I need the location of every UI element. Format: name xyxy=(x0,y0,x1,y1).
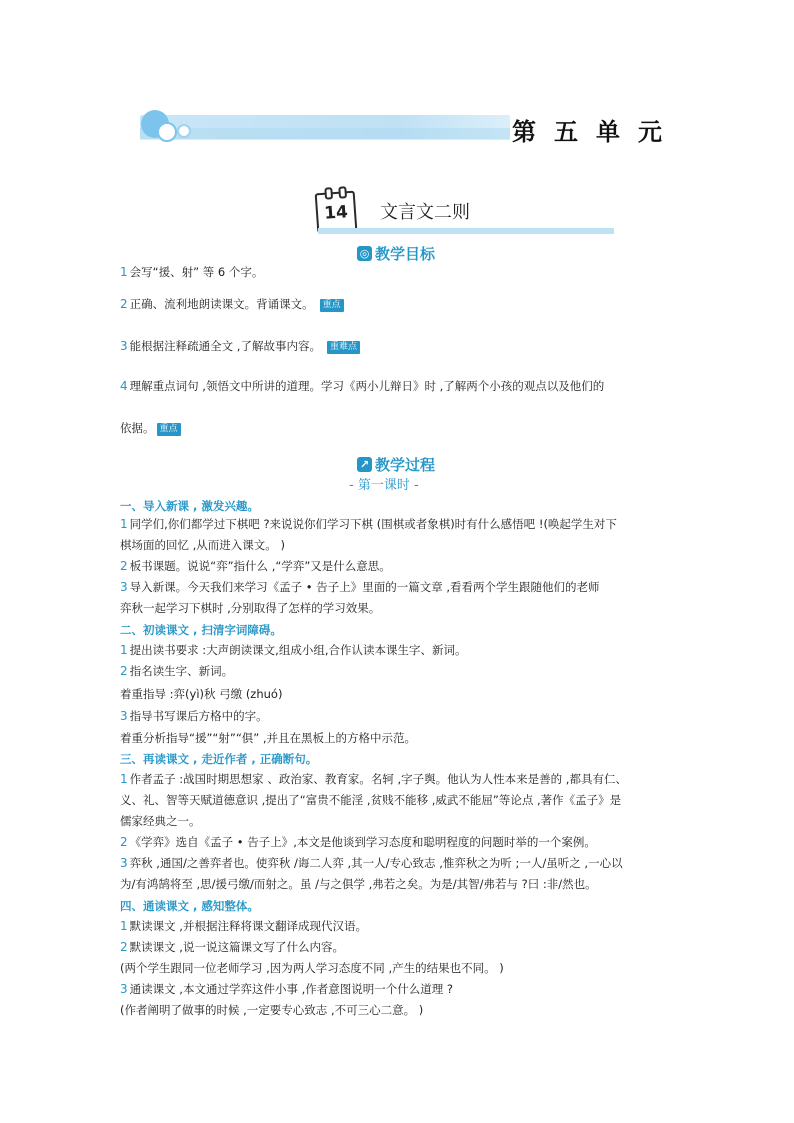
process-line: 儒家经典之一。 xyxy=(120,814,201,828)
process-line: 1 同学们,你们都学过下棋吧 ?来说说你们学习下棋 (围棋或者象棋)时有什么感悟吧 !(唤起学生对下 xyxy=(120,517,617,531)
step-title: 四、通读课文 , 感知整体。 xyxy=(120,899,259,913)
lesson-title: 文言文二则 xyxy=(380,202,470,223)
target-icon: ◎ xyxy=(357,246,372,261)
process-line: 为/有鸿鹄将至 ,思/援弓缴/而射之。虽 /与之俱学 ,弗若之矣。为是/其智/弗若与 ?曰 :非/然也。 xyxy=(120,877,597,891)
calendar-ring-icon xyxy=(338,186,347,199)
process-line: 1 默读课文 ,并根据注释将课文翻译成现代汉语。 xyxy=(120,919,367,933)
key-point-tag: 重点 xyxy=(320,299,344,312)
unit-banner-stripe xyxy=(140,128,510,140)
objective-item: 2 正确、流利地朗读课文。背诵课文。 重点 xyxy=(120,296,344,312)
process-line: 2 《学弈》选自《孟子 • 告子上》,本文是他谈到学习态度和聪明程度的问题时举的一个案例。 xyxy=(120,835,596,849)
unit-title: 第五单元 xyxy=(512,118,680,146)
key-difficult-point-tag: 重难点 xyxy=(327,341,360,354)
step-title: 三、再读课文 , 走近作者 , 正确断句。 xyxy=(120,752,318,766)
lesson-title-underline xyxy=(318,228,614,234)
process-line: (作者阐明了做事的时候 ,一定要专心致志 ,不可三心二意。 ) xyxy=(120,1003,424,1017)
process-line: 2 板书课题。说说“弈”指什么 ,“学弈”又是什么意思。 xyxy=(120,559,391,573)
objective-item: 3 能根据注释疏通全文 ,了解故事内容。 重难点 xyxy=(120,338,360,354)
process-line: 2 默读课文 ,说一说这篇课文写了什么内容。 xyxy=(120,940,344,954)
objective-item: 4 理解重点词句 ,领悟文中所讲的道理。学习《两小儿辩日》时 ,了解两个小孩的观点以及他们的 xyxy=(120,379,605,393)
process-line: 3 弈秋 ,通国/之善弈者也。使弈秋 /诲二人弈 ,其一人/专心致志 ,惟弈秋之为听 ;一人/虽听之 ,一心以 xyxy=(120,856,623,870)
process-line: 1 作者孟子 :战国时期思想家 、政治家、教育家。名轲 ,字子舆。他认为人性本来是善的 ,都具有仁、 xyxy=(120,772,627,786)
objectives-heading-text: 教学目标 xyxy=(375,245,436,263)
process-line: 2 指名读生字、新词。 xyxy=(120,664,234,678)
banner-circle-medium xyxy=(157,122,177,142)
step-title: 一、导入新课 , 激发兴趣。 xyxy=(120,499,259,513)
process-line: 3 指导书写课后方格中的字。 xyxy=(120,709,268,723)
process-heading-text: 教学过程 xyxy=(375,456,436,474)
objective-item: 1 会写“援、射” 等 6 个字。 xyxy=(120,265,264,279)
process-heading xyxy=(357,454,435,475)
path-icon: ↗ xyxy=(357,457,372,472)
lesson-number-badge xyxy=(315,191,358,234)
process-line: 1 提出读书要求 :大声朗读课文,组成小组,合作认读本课生字、新词。 xyxy=(120,643,467,657)
process-line: 3 导入新课。今天我们来学习《孟子 • 告子上》里面的一篇文章 ,看看两个学生跟随他们的老师 xyxy=(120,580,600,594)
calendar-ring-icon xyxy=(324,187,333,200)
process-line: 着重分析指导“援”“射”“俱” ,并且在黑板上的方格中示范。 xyxy=(120,731,417,745)
process-line: 着重指导 :弈(yì)秋 弓缴 (zhuó) xyxy=(120,687,283,701)
process-line: 义、礼、智等天赋道德意识 ,提出了“富贵不能淫 ,贫贱不能移 ,威武不能屈”等论点 ,著作《孟子》是 xyxy=(120,793,622,807)
process-line: 弈秋一起学习下棋时 ,分别取得了怎样的学习效果。 xyxy=(120,601,381,615)
process-line: (两个学生跟同一位老师学习 ,因为两人学习态度不同 ,产生的结果也不同。 ) xyxy=(120,961,504,975)
process-line: 棋场面的回忆 ,从而进入课文。 ) xyxy=(120,538,285,552)
lesson-number: 14 xyxy=(323,202,349,224)
period-label: - 第一课时 - xyxy=(349,478,419,493)
step-title: 二、初读课文 , 扫清字词障碍。 xyxy=(120,623,282,637)
key-point-tag: 重点 xyxy=(157,423,181,436)
objective-item-continuation: 依据。 重点 xyxy=(120,420,181,436)
objectives-heading xyxy=(357,243,435,264)
process-line: 3 通读课文 ,本文通过学弈这件小事 ,作者意图说明一个什么道理 ? xyxy=(120,982,454,996)
banner-circle-small xyxy=(177,124,191,138)
